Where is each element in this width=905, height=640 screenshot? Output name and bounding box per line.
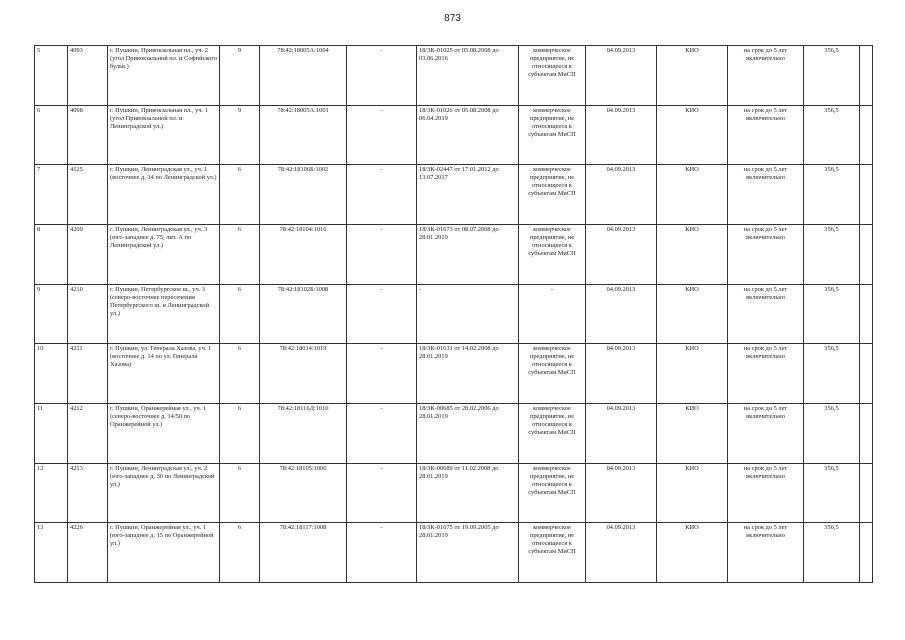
zone-cell: 9	[220, 105, 260, 165]
col-dash-cell: -	[347, 344, 417, 404]
table-row	[35, 284, 873, 344]
row-number-cell: 6	[35, 105, 68, 165]
tenant-category-cell: коммерческое предприятие, не относящееся к субъектам МиСП	[519, 463, 586, 523]
empty-cell	[860, 463, 873, 523]
zone-cell: 6	[220, 344, 260, 404]
authority-cell: КИО	[657, 284, 728, 344]
date-cell: 04.09.2013	[586, 523, 657, 583]
cadastral-number-cell: 78:42:18005А:1001	[260, 105, 347, 165]
object-code-cell: 4211	[68, 344, 108, 404]
zone-cell: 6	[220, 224, 260, 284]
term-cell: на срок до 5 лет включительно	[728, 165, 804, 225]
object-code-cell: 4226	[68, 523, 108, 583]
table-row	[35, 463, 873, 523]
empty-cell	[860, 403, 873, 463]
date-cell: 04.09.2013	[586, 344, 657, 404]
cadastral-number-cell: 78:42:18104:1016	[260, 224, 347, 284]
object-code-cell: 4125	[68, 165, 108, 225]
cadastral-number-cell: 78:42:18106Б:1002	[260, 165, 347, 225]
date-cell: 04.09.2013	[586, 403, 657, 463]
cadastral-number-cell: 78:42:18117:1008	[260, 523, 347, 583]
row-number-cell: 7	[35, 165, 68, 225]
address-cell: г. Пушкин, Ленинградская ул., уч. 3 (юго-западнее д. 75, лит. А по Ленинградской ул.)	[108, 224, 220, 284]
row-number-cell: 9	[35, 284, 68, 344]
table-row	[35, 224, 873, 284]
tenant-category-cell: коммерческое предприятие, не относящееся к субъектам МиСП	[519, 403, 586, 463]
contract-cell: 18/ЗК-01026 от 05.08.2008 до 06.04.2019	[417, 105, 519, 165]
area-cell: 356,5	[804, 403, 860, 463]
table-row	[35, 403, 873, 463]
term-cell: на срок до 5 лет включительно	[728, 463, 804, 523]
contract-cell: 18/ЗК-01631 от 14.02.2008 до 28.01.2019	[417, 344, 519, 404]
tenant-category-cell: коммерческое предприятие, не относящееся к субъектам МиСП	[519, 224, 586, 284]
authority-cell: КИО	[657, 105, 728, 165]
authority-cell: КИО	[657, 523, 728, 583]
area-cell: 356,5	[804, 344, 860, 404]
tenant-category-cell: -	[519, 284, 586, 344]
table-row	[35, 523, 873, 583]
date-cell: 04.09.2013	[586, 105, 657, 165]
col-dash-cell: -	[347, 224, 417, 284]
contract-cell: 18/ЗК-02447 от 17.01.2012 до 13.07.2017	[417, 165, 519, 225]
cadastral-number-cell: 78:42:18105:1006	[260, 463, 347, 523]
cadastral-number-cell: 78:42:18014:1019	[260, 344, 347, 404]
col-dash-cell: -	[347, 105, 417, 165]
page-number: 873	[444, 13, 461, 24]
empty-cell	[860, 224, 873, 284]
area-cell: 356,5	[804, 105, 860, 165]
term-cell: на срок до 5 лет включительно	[728, 46, 804, 106]
object-code-cell: 4093	[68, 46, 108, 106]
contract-cell: 18/ЗК-01025 от 05.08.2008 до 03.06.2016	[417, 46, 519, 106]
object-code-cell: 4098	[68, 105, 108, 165]
date-cell: 04.09.2013	[586, 165, 657, 225]
tenant-category-cell: коммерческое предприятие, не относящееся к субъектам МиСП	[519, 344, 586, 404]
zone-cell: 9	[220, 46, 260, 106]
register-table	[34, 45, 873, 583]
address-cell: г. Пушкин, ул. Генерала Хазова, уч. 1 (восточнее д. 14 по ул. Генерала Хазова)	[108, 344, 220, 404]
address-cell: г. Пушкин, Петербургское ш., уч. 3 (северо-восточнее пересечения Петербургского ш. и Ленинградской ул.)	[108, 284, 220, 344]
authority-cell: КИО	[657, 224, 728, 284]
object-code-cell: 4212	[68, 403, 108, 463]
empty-cell	[860, 165, 873, 225]
contract-cell: 18/ЗК-00685 от 28.02.2006 до 28.01.2019	[417, 403, 519, 463]
zone-cell: 6	[220, 463, 260, 523]
col-dash-cell: -	[347, 403, 417, 463]
authority-cell: КИО	[657, 165, 728, 225]
tenant-category-cell: коммерческое предприятие, не относящееся к субъектам МиСП	[519, 46, 586, 106]
table-row	[35, 46, 873, 106]
col-dash-cell: -	[347, 165, 417, 225]
zone-cell: 6	[220, 165, 260, 225]
address-cell: г. Пушкин, Ленинградская ул., уч. 2 (юго-западнее д. 30 по Ленинградской ул.)	[108, 463, 220, 523]
col-dash-cell: -	[347, 46, 417, 106]
table-row	[35, 165, 873, 225]
date-cell: 04.09.2013	[586, 46, 657, 106]
term-cell: на срок до 5 лет включительно	[728, 284, 804, 344]
address-cell: г. Пушкин, Оранжерейная ул., уч. 1 (северо-восточнее д. 14/50 по Оранжерейной ул.)	[108, 403, 220, 463]
contract-cell: -	[417, 284, 519, 344]
authority-cell: КИО	[657, 463, 728, 523]
area-cell: 356,5	[804, 165, 860, 225]
contract-cell: 18/ЗК-01675 от 19.09.2005 до 28.01.2019	[417, 523, 519, 583]
date-cell: 04.09.2013	[586, 463, 657, 523]
area-cell: 356,5	[804, 463, 860, 523]
cadastral-number-cell: 78:42:18102Б:1008	[260, 284, 347, 344]
area-cell: 356,5	[804, 284, 860, 344]
area-cell: 356,5	[804, 46, 860, 106]
table-row	[35, 344, 873, 404]
area-cell: 356,5	[804, 224, 860, 284]
row-number-cell: 13	[35, 523, 68, 583]
object-code-cell: 4209	[68, 224, 108, 284]
empty-cell	[860, 46, 873, 106]
term-cell: на срок до 5 лет включительно	[728, 105, 804, 165]
col-dash-cell: -	[347, 523, 417, 583]
address-cell: г. Пушкин, Оранжерейная ул., уч. 1 (юго-западнее д. 15 по Оранжерейной ул.)	[108, 523, 220, 583]
tenant-category-cell: коммерческое предприятие, не относящееся к субъектам МиСП	[519, 165, 586, 225]
tenant-category-cell: коммерческое предприятие, не относящееся к субъектам МиСП	[519, 105, 586, 165]
contract-cell: 18/ЗК-00689 от 11.02.2008 до 28.01.2019	[417, 463, 519, 523]
term-cell: на срок до 5 лет включительно	[728, 224, 804, 284]
date-cell: 04.09.2013	[586, 284, 657, 344]
date-cell: 04.09.2013	[586, 224, 657, 284]
zone-cell: 6	[220, 523, 260, 583]
object-code-cell: 4213	[68, 463, 108, 523]
object-code-cell: 4210	[68, 284, 108, 344]
cadastral-number-cell: 78:42:18116Д:1010	[260, 403, 347, 463]
authority-cell: КИО	[657, 403, 728, 463]
row-number-cell: 12	[35, 463, 68, 523]
row-number-cell: 8	[35, 224, 68, 284]
area-cell: 356,5	[804, 523, 860, 583]
col-dash-cell: -	[347, 284, 417, 344]
term-cell: на срок до 5 лет включительно	[728, 403, 804, 463]
term-cell: на срок до 5 лет включительно	[728, 523, 804, 583]
authority-cell: КИО	[657, 344, 728, 404]
zone-cell: 6	[220, 284, 260, 344]
row-number-cell: 10	[35, 344, 68, 404]
empty-cell	[860, 284, 873, 344]
cadastral-number-cell: 78:42:18005А:1004	[260, 46, 347, 106]
empty-cell	[860, 523, 873, 583]
row-number-cell: 5	[35, 46, 68, 106]
empty-cell	[860, 344, 873, 404]
tenant-category-cell: коммерческое предприятие, не относящееся к субъектам МиСП	[519, 523, 586, 583]
row-number-cell: 11	[35, 403, 68, 463]
col-dash-cell: -	[347, 463, 417, 523]
address-cell: г. Пушкин, Привокзальная пл., уч. 1 (угол Привокзальной пл. и Ленинградской ул.)	[108, 105, 220, 165]
table-row	[35, 105, 873, 165]
term-cell: на срок до 5 лет включительно	[728, 344, 804, 404]
authority-cell: КИО	[657, 46, 728, 106]
empty-cell	[860, 105, 873, 165]
zone-cell: 6	[220, 403, 260, 463]
address-cell: г. Пушкин, Привокзальная пл., уч. 2 (угол Привокзальной пл. и Софийского бульв.)	[108, 46, 220, 106]
contract-cell: 18/ЗК-01673 от 08.07.2008 до 28.01.2019	[417, 224, 519, 284]
address-cell: г. Пушкин, Ленинградская ул., уч. 1 (восточнее д. 34 по Ленинградской ул.)	[108, 165, 220, 225]
